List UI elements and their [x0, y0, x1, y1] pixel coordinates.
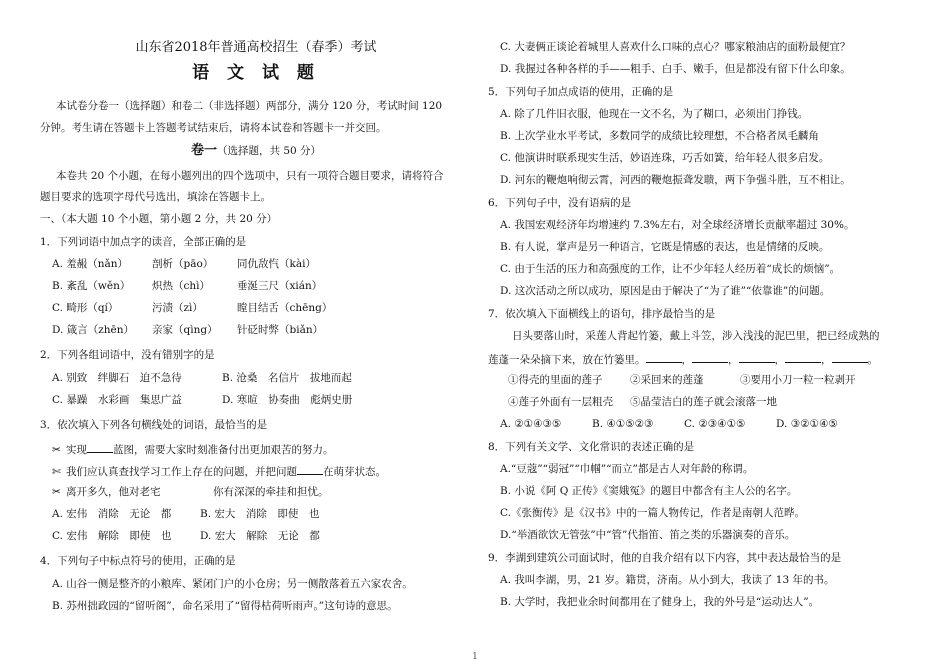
q3-stem: 3．依次填入下列各句横线处的词语，最恰当的是	[40, 419, 268, 431]
q3-row-2: C. 宏伟 解除 即使 也 D. 宏大 解除 无论 都	[52, 530, 320, 542]
q8-option-d: D.“举酒欲饮无管弦”中“管”代指笛、笛之类的乐器演奏的音乐。	[500, 529, 796, 541]
section-subtitle: （选择题，共 50 分）	[216, 145, 322, 157]
page-number: 1	[472, 652, 478, 662]
scissors-icon: ✄	[52, 466, 61, 478]
q2-row-1: A. 别致 绊脚石 迫不急待 B. 沧桑 名信片 拔地而起	[52, 372, 352, 384]
q4-stem: 4．下列句子中标点符号的使用，正确的是	[40, 555, 236, 567]
blank-line	[297, 463, 323, 475]
q1-row-a: A. 羞赧（nǎn） 剖析（pāo） 同仇敌忾（kài）	[52, 258, 316, 270]
q1-stem: 1．下列词语中加点字的读音，全部正确的是	[40, 236, 247, 248]
q3-sentence-2: ✄ 我们应认真查找学习工作上存在的问题，并把问题 在萌芽状态。	[40, 463, 386, 480]
scissors-icon: ✂	[52, 486, 61, 498]
q6-option-b: B. 有人说，掌声是另一种语言，它既是情感的表达，也是情绪的反映。	[500, 241, 830, 253]
q9-stem: 9．李湖到建筑公司面试时，他的自我介绍有以下内容，其中表达最恰当的是	[488, 552, 842, 564]
q6-option-c: C. 由于生活的压力和高强度的工作，让不少年轻人经历着“成长的烦恼”。	[500, 263, 841, 275]
q4-option-a: A. 山谷一侧是整齐的小粮库、紧闭门户的小仓房；另一侧散落着五六家农舍。	[52, 578, 413, 590]
intro-line-2: 分钟。考生请在答题卡上答题考试结束后，请将本试卷和答题卡一并交回。	[40, 122, 387, 134]
q5-option-d: D. 河东的鞭炮响彻云霄，河西的鞭炮振聋发聩，两下争强斗胜，互不相让。	[500, 174, 851, 186]
q5-option-a: A. 除了几件旧衣服，他现在一文不名，为了糊口，必须出门挣钱。	[500, 108, 809, 120]
q3-row-1: A. 宏伟 消除 无论 都 B. 宏大 消除 即使 也	[52, 508, 320, 520]
q7-sentences-1: ①得壳的里面的莲子 ②采回来的莲蓬 ③要用小刀一粒一粒剥开	[508, 374, 856, 386]
q8-stem: 8．下列有关文学、文化常识的表述正确的是	[488, 441, 695, 453]
scissors-icon: ✂	[52, 444, 61, 456]
section-heading	[40, 143, 472, 159]
q8-option-c: C.《张衡传》是《汉书》中的一篇人物传记，作者是南朝人范晔。	[500, 507, 805, 519]
q2-row-2: C. 暴躁 水彩画 集思广益 D. 寒暄 协奏曲 彪炳史册	[52, 394, 353, 406]
q4-option-c: C. 大妻俩正谈论着城里人喜欢什么口味的点心？哪家粮油店的面粉最便宜？	[500, 41, 851, 53]
q7-passage-1: 日头要落山时，采莲人背起竹篓，戴上斗笠，涉入浅浅的泥巴里，把已经成熟的	[512, 330, 880, 342]
exam-title: 山东省2018年普通高校招生（春季）考试	[135, 40, 377, 55]
q4-option-b: B. 苏州拙政园的“留听阁”，命名采用了“留得枯荷听雨声。”这句诗的意思。	[52, 600, 398, 612]
q9-option-a: A. 我叫李湖，男，21 岁。籍贯，济南。从小到大，我读了 13 年的书。	[500, 574, 835, 586]
q1-row-c: C. 畸形（qí） 污渍（zì） 瞠目结舌（chēng）	[52, 302, 333, 314]
q6-stem: 6．下列句子中，没有语病的是	[488, 197, 632, 209]
q8-option-b: B. 小说《阿 Q 正传》《窦娥冤》的题目中都含有主人公的名字。	[500, 485, 798, 497]
blank-line	[87, 441, 113, 453]
section-desc-2: 题目要求的选项字母代号选出，填涂在答题卡上。	[40, 191, 271, 203]
q1-row-b: B. 紊乱（wěn） 炽热（chì） 垂涎三尺（xián）	[52, 280, 323, 292]
q5-stem: 5．下列句子加点成语的使用，正确的是	[488, 86, 674, 98]
q8-option-a: A.“豆蔻”“弱冠”“巾帼”“而立”都是古人对年龄的称谓。	[500, 463, 754, 475]
q3-sentence-3: ✂ 离开多久，他对老宅 你有深深的牵挂和担忧。	[52, 486, 329, 498]
section-title: 卷一	[190, 143, 217, 158]
q6-option-a: A. 我国宏观经济年均增速约 7.3%左右，对全球经济增长贡献率超过 30%。	[500, 219, 855, 231]
q4-option-d: D. 我握过各种各样的手——粗手、白手、嫩手，但是都没有留下什么印象。	[500, 63, 851, 75]
paper-title: 语 文 试 题	[192, 63, 320, 83]
q1-row-d: D. 箴言（zhēn） 亲家（qìng） 针砭时弊（biǎn）	[52, 324, 324, 336]
q5-option-c: C. 他演讲时联系现实生活，妙语连珠，巧舌如簧，给年轻人很多启发。	[500, 152, 830, 164]
q7-sentences-2: ④莲子外面有一层粗壳 ⑤晶莹洁白的莲子就会滚落一地	[508, 396, 777, 408]
q5-option-b: B. 上次学业水平考试，多数同学的成绩比较理想，不合格者凤毛麟角	[500, 130, 819, 142]
q7-passage-2: 莲蓬一朵朵摘下来，放在竹篓里。 ， ， ， ， 。	[488, 351, 878, 368]
q9-option-b: B. 大学时，我把业余时间都用在了健身上，我的外号是“运动达人”。	[500, 596, 820, 608]
q7-options: A. ②①④③⑤ B. ④①⑤②③ C. ②③④①⑤ D. ③②①④⑤	[500, 418, 838, 430]
part-heading: 一、（本大题 10 个小题，第小题 2 分，共 20 分）	[40, 213, 278, 225]
section-desc-1: 本卷共 20 个小题，在每小题列出的四个选项中，只有一项符合题目要求，请将符合	[56, 170, 444, 182]
intro-line-1: 本试卷分卷一（选择题）和卷二（非选择题）两部分，满分 120 分，考试时间 120	[56, 100, 443, 112]
q3-sentence-1: ✂ 实现 蓝图，需要大家时刻准备付出更加艰苦的努力。	[40, 441, 334, 458]
q2-stem: 2．下列各组词语中，没有错别字的是	[40, 349, 215, 361]
q7-stem: 7．依次填入下面横线上的语句，排序最恰当的是	[488, 308, 716, 320]
q6-option-d: D. 这次活动之所以成功，原因是由于解决了“为了谁”“依靠谁”的问题。	[500, 285, 831, 297]
